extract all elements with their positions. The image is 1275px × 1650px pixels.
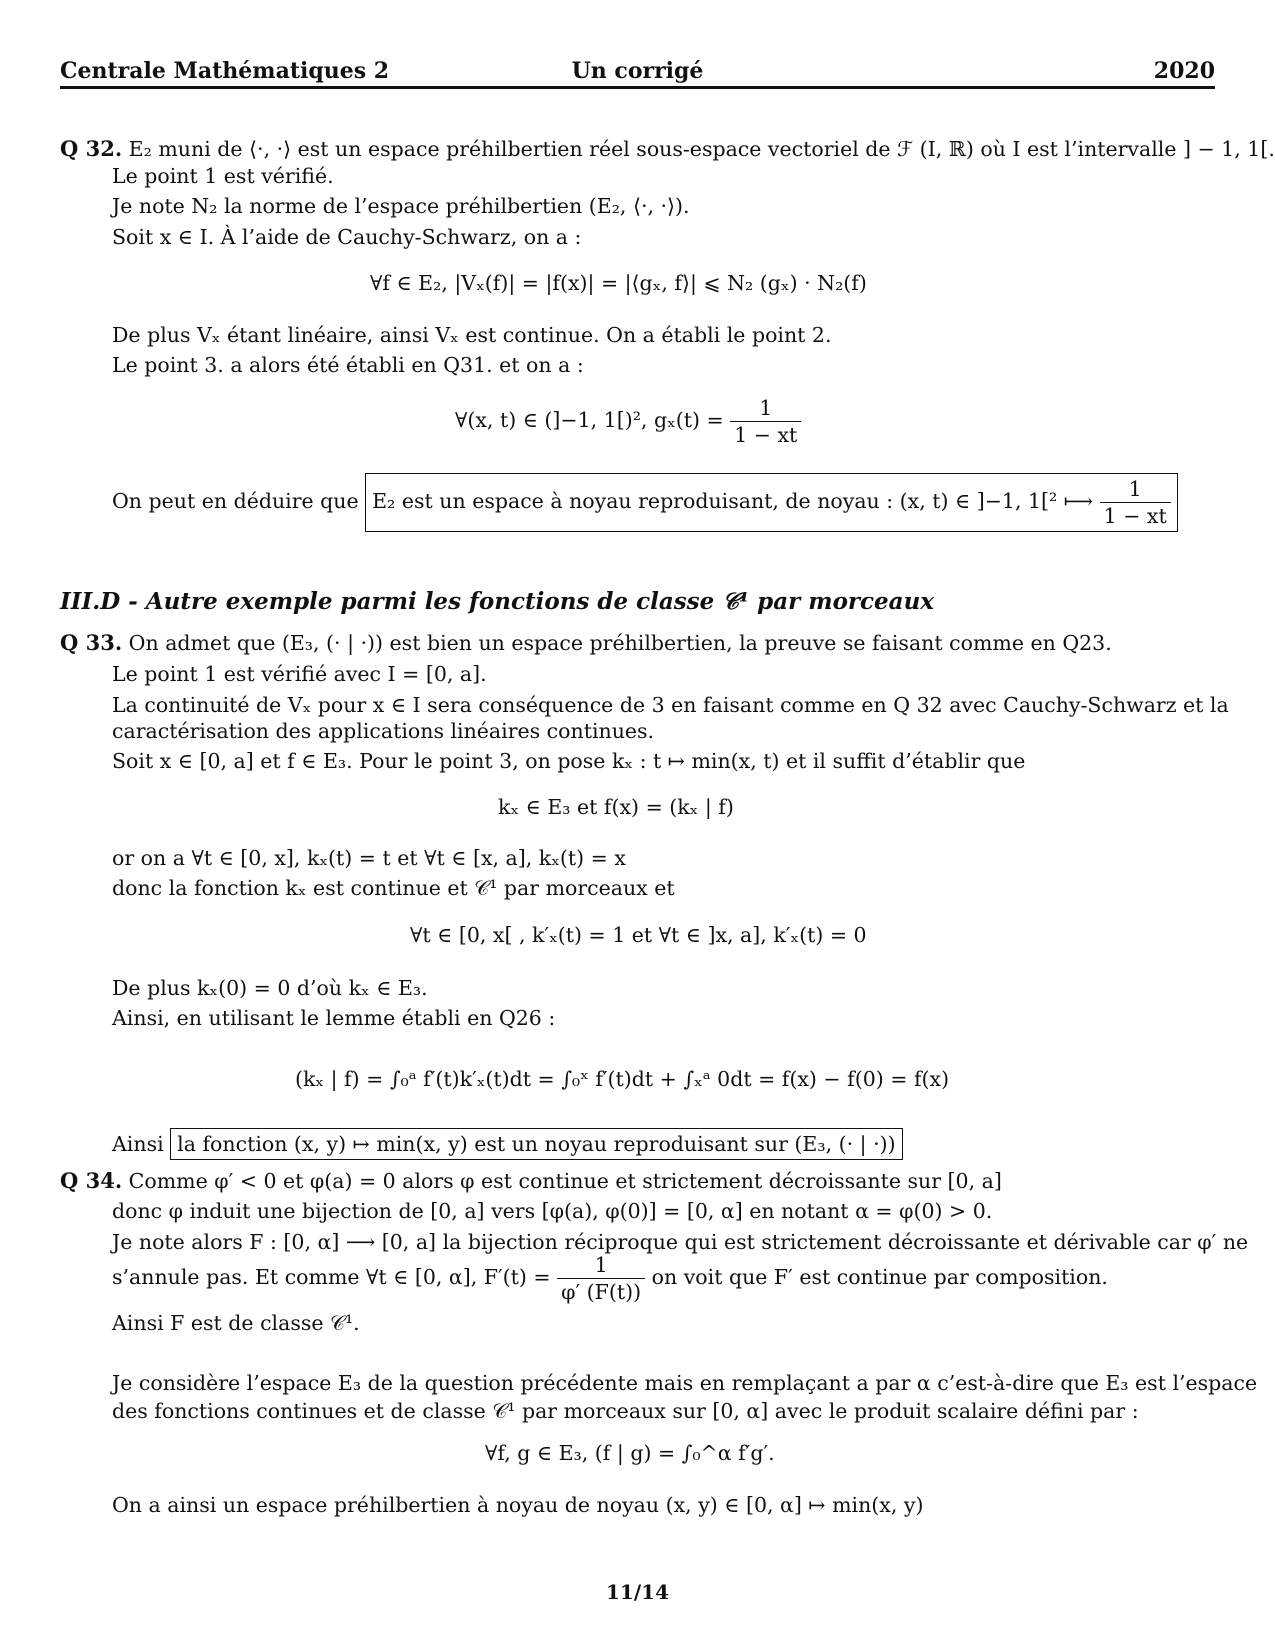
q32-conclusion-text: E₂ est un espace à noyau reproduisant, de noyau : (x, t) ∈ ]−1, 1[² ⟼ — [372, 489, 1094, 513]
header-right: 2020 — [1153, 58, 1215, 84]
q33-line4: caractérisation des applications linéaires continues. — [112, 719, 655, 743]
q34-line5: Ainsi F est de classe 𝒞¹. — [112, 1311, 360, 1335]
q33-conclusion-box: la fonction (x, y) ↦ min(x, y) est un noyau reproduisant sur (E₃, (· | ·)) — [170, 1128, 902, 1160]
q34-line6: Je considère l’espace E₃ de la question précédente mais en remplaçant a par α c’est-à-dire que E₃ est l’espace — [112, 1371, 1258, 1395]
q32-conclusion-fraction — [1100, 476, 1171, 529]
q33-equation3: (kₓ | f) = ∫₀ᵃ f′(t)k′ₓ(t)dt = ∫₀ˣ f′(t)dt + ∫ₓᵃ 0dt = f(x) − f(0) = f(x) — [295, 1067, 950, 1091]
q32-eq2-fraction — [730, 395, 801, 448]
q34-text1: Comme φ′ < 0 et φ(a) = 0 alors φ est continue et strictement décroissante sur [0, a] — [128, 1169, 1002, 1193]
header-center: Un corrigé — [571, 58, 704, 84]
q32-conclusion-numerator: 1 — [1128, 477, 1142, 501]
q34-line8: On a ainsi un espace préhilbertien à noyau de noyau (x, y) ∈ [0, α] ↦ min(x, y) — [112, 1493, 924, 1517]
q33-line6: or on a ∀t ∈ [0, x], kₓ(t) = t et ∀t ∈ [x, a], kₓ(t) = x — [112, 846, 626, 870]
q34-line7: des fonctions continues et de classe 𝒞¹ par morceaux sur [0, α] avec le produit scalaire défini par : — [112, 1399, 1139, 1423]
q32-conclusion — [112, 473, 1178, 532]
q33-text1: On admet que (E₃, (· | ·)) est bien un espace préhilbertien, la preuve se faisant comme en Q23. — [128, 631, 1112, 655]
q32-conclusion-prefix: On peut en déduire que — [112, 489, 359, 513]
q34-line1 — [60, 1168, 1002, 1194]
q34-line2: donc φ induit une bijection de [0, a] vers [φ(a), φ(0)] = [0, α] en notant α = φ(0) > 0. — [112, 1199, 993, 1223]
q33-line8: De plus kₓ(0) = 0 d’où kₓ ∈ E₃. — [112, 976, 428, 1000]
q32-label: Q 32. — [60, 136, 123, 161]
q33-line7: donc la fonction kₓ est continue et 𝒞¹ par morceaux et — [112, 876, 675, 900]
q33-line1 — [60, 630, 1112, 656]
q34-line3: Je note alors F : [0, α] ⟶ [0, a] la bijection réciproque qui est strictement décroissante et dérivable car φ′ ne — [112, 1230, 1249, 1254]
q33-equation1: kₓ ∈ E₃ et f(x) = (kₓ | f) — [498, 795, 734, 819]
q32-eq2-left: ∀(x, t) ∈ (]−1, 1[)², gₓ(t) = — [455, 408, 724, 432]
section-title: III.D - Autre exemple parmi les fonctions de classe 𝒞¹ par morceaux — [60, 588, 934, 615]
q32-equation2 — [455, 395, 801, 448]
q32-line1 — [60, 136, 1275, 162]
q34-line4-pre: s’annule pas. Et comme ∀t ∈ [0, α], F′(t) = — [112, 1265, 551, 1289]
q32-equation1: ∀f ∈ E₂, |Vₓ(f)| = |f(x)| = |⟨gₓ, f⟩| ⩽ N₂ (gₓ) · N₂(f) — [370, 271, 867, 295]
q34-denominator: φ′ (F(t)) — [557, 1278, 645, 1305]
q33-line5: Soit x ∈ [0, a] et f ∈ E₃. Pour le point 3, on pose kₓ : t ↦ min(x, t) et il suffit d’établir que — [112, 749, 1026, 773]
header-left: Centrale Mathématiques 2 — [60, 58, 390, 84]
q33-label: Q 33. — [60, 630, 123, 655]
page-header — [60, 58, 1215, 86]
q32-text1: E₂ muni de ⟨·, ·⟩ est un espace préhilbertien réel sous-espace vectoriel de ℱ (I, ℝ) où I est l’intervalle ] − 1, 1[. — [128, 137, 1275, 161]
q33-line3: La continuité de Vₓ pour x ∈ I sera conséquence de 3 en faisant comme en Q 32 avec Cauchy-Schwarz et la — [112, 693, 1229, 717]
q34-line4 — [112, 1252, 1108, 1305]
header-rule — [60, 86, 1215, 89]
q32-conclusion-denominator: 1 − xt — [1100, 502, 1171, 529]
q32-conclusion-box — [365, 473, 1178, 532]
q34-equation1: ∀f, g ∈ E₃, (f | g) = ∫₀^α f′g′. — [485, 1441, 775, 1465]
q34-line4-post: on voit que F′ est continue par composition. — [651, 1265, 1108, 1289]
q33-conclusion-prefix: Ainsi — [112, 1132, 164, 1156]
q32-line6: Le point 3. a alors été établi en Q31. et on a : — [112, 353, 584, 377]
q34-label: Q 34. — [60, 1168, 123, 1193]
q33-line9: Ainsi, en utilisant le lemme établi en Q26 : — [112, 1006, 556, 1030]
q33-conclusion — [112, 1128, 903, 1160]
q32-eq2-numerator: 1 — [759, 396, 773, 420]
q33-equation2: ∀t ∈ [0, x[ , k′ₓ(t) = 1 et ∀t ∈ ]x, a], k′ₓ(t) = 0 — [410, 923, 867, 947]
q34-fraction — [557, 1252, 645, 1305]
q32-line2: Le point 1 est vérifié. — [112, 164, 334, 188]
q34-numerator: 1 — [594, 1253, 608, 1277]
q33-line2: Le point 1 est vérifié avec I = [0, a]. — [112, 662, 487, 686]
q32-line4: Soit x ∈ I. À l’aide de Cauchy-Schwarz, on a : — [112, 225, 582, 249]
q32-eq2-denominator: 1 − xt — [730, 421, 801, 448]
q32-line5: De plus Vₓ étant linéaire, ainsi Vₓ est continue. On a établi le point 2. — [112, 323, 832, 347]
q32-line3: Je note N₂ la norme de l’espace préhilbertien (E₂, ⟨·, ·⟩). — [112, 194, 690, 218]
page-number: 11/14 — [606, 1580, 669, 1604]
